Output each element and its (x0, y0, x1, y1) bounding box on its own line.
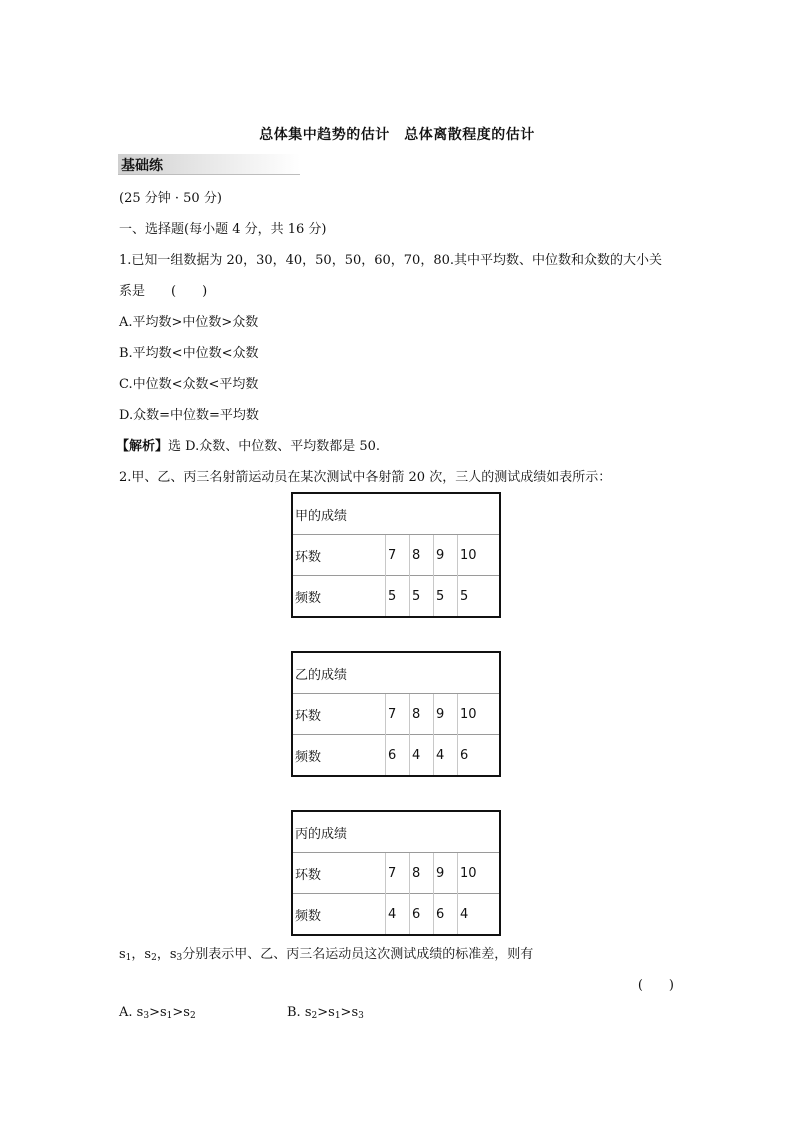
table-caption: 乙的成绩 (295, 667, 348, 683)
question-2-option-a (119, 1005, 196, 1020)
ring-label: 环数 (292, 535, 386, 576)
ring-cell: 9 (434, 535, 458, 576)
question-1-option-d: D.众数=中位数=平均数 (119, 408, 259, 423)
subscript: 2 (151, 953, 157, 963)
answer-bracket: ( ) (637, 978, 674, 993)
subscript: 1 (166, 1011, 173, 1021)
question-1-stem-line1: 1.已知一组数据为 20，30，40，50，50，60，70，80.其中平均数、中位数和众数的大小关 (119, 253, 663, 268)
section-header-label: 基础练 (121, 158, 163, 174)
question-1-option-a: A.平均数>中位数>众数 (119, 315, 259, 330)
subscript: 3 (358, 1011, 364, 1021)
option-text: >s (172, 1005, 190, 1020)
question-2-stem: 2.甲、乙、丙三名射箭运动员在某次测试中各射箭 20 次，三人的测试成绩如表所示： (119, 470, 612, 485)
table-row (292, 811, 500, 853)
section-header (118, 154, 300, 175)
time-note: (25 分钟 · 50 分) (119, 191, 222, 206)
ring-cell: 8 (410, 853, 434, 894)
option-text: B. s (287, 1005, 312, 1020)
analysis-text: 选 D.众数、中位数、平均数都是 50. (168, 439, 381, 454)
ring-label: 环数 (292, 694, 386, 735)
ring-cell: 9 (434, 694, 458, 735)
ring-cell: 10 (458, 853, 501, 894)
score-table-yi (291, 651, 501, 777)
option-text: >s (149, 1005, 167, 1020)
freq-cell: 4 (434, 735, 458, 777)
subscript: 1 (125, 953, 132, 963)
option-text: >s (317, 1005, 335, 1020)
freq-cell: 6 (386, 735, 410, 777)
ring-cell: 9 (434, 853, 458, 894)
freq-cell: 4 (410, 735, 434, 777)
question-1-stem-line2: 系是 ( ) (119, 284, 208, 299)
freq-cell: 6 (410, 894, 434, 936)
freq-cell: 5 (386, 576, 410, 618)
question-1-analysis (116, 435, 380, 454)
analysis-label: 【解析】 (116, 439, 169, 454)
ring-cell: 7 (386, 535, 410, 576)
table-row (292, 535, 500, 576)
page-title: 总体集中趋势的估计 总体离散程度的估计 (259, 127, 535, 143)
ring-cell: 10 (458, 694, 501, 735)
ring-cell: 7 (386, 694, 410, 735)
question-2-option-b (287, 1005, 364, 1020)
table-caption: 甲的成绩 (295, 508, 348, 524)
freq-cell: 4 (458, 894, 501, 936)
part-heading: 一、选择题(每小题 4 分，共 16 分) (119, 222, 327, 237)
option-text: >s (340, 1005, 359, 1020)
freq-cell: 6 (434, 894, 458, 936)
table-caption: 丙的成绩 (295, 826, 348, 842)
subscript: 3 (143, 1011, 150, 1021)
question-1-option-c: C.中位数<众数<平均数 (119, 377, 259, 392)
freq-label: 频数 (292, 576, 386, 618)
ring-cell: 10 (458, 535, 501, 576)
subscript: 1 (334, 1011, 341, 1021)
score-table-jia (291, 492, 501, 618)
sd-symbol: s (119, 947, 126, 962)
ring-cell: 8 (410, 694, 434, 735)
freq-cell: 5 (458, 576, 501, 618)
freq-label: 频数 (292, 735, 386, 777)
table-row (292, 652, 500, 694)
question-1-option-b: B.平均数<中位数<众数 (119, 346, 259, 361)
comma: ， (131, 947, 145, 962)
subscript: 3 (176, 953, 183, 963)
table-row (292, 576, 500, 618)
table-row (292, 694, 500, 735)
freq-cell: 5 (410, 576, 434, 618)
table-row (292, 493, 500, 535)
table-row (292, 735, 500, 777)
ring-label: 环数 (292, 853, 386, 894)
table-row (292, 894, 500, 936)
followup-text: 分别表示甲、乙、丙三名运动员这次测试成绩的标准差，则有 (182, 947, 534, 962)
score-table-bing (291, 810, 501, 936)
table-row (292, 853, 500, 894)
sd-symbol: s (169, 947, 177, 962)
sd-symbol: s (144, 947, 152, 962)
freq-cell: 6 (458, 735, 501, 777)
option-text: A. s (119, 1005, 144, 1020)
ring-cell: 8 (410, 535, 434, 576)
ring-cell: 7 (386, 853, 410, 894)
freq-cell: 5 (434, 576, 458, 618)
subscript: 2 (189, 1011, 196, 1021)
freq-label: 频数 (292, 894, 386, 936)
freq-cell: 4 (386, 894, 410, 936)
question-2-followup (119, 943, 533, 962)
comma: ， (156, 947, 170, 962)
subscript: 2 (311, 1011, 318, 1021)
